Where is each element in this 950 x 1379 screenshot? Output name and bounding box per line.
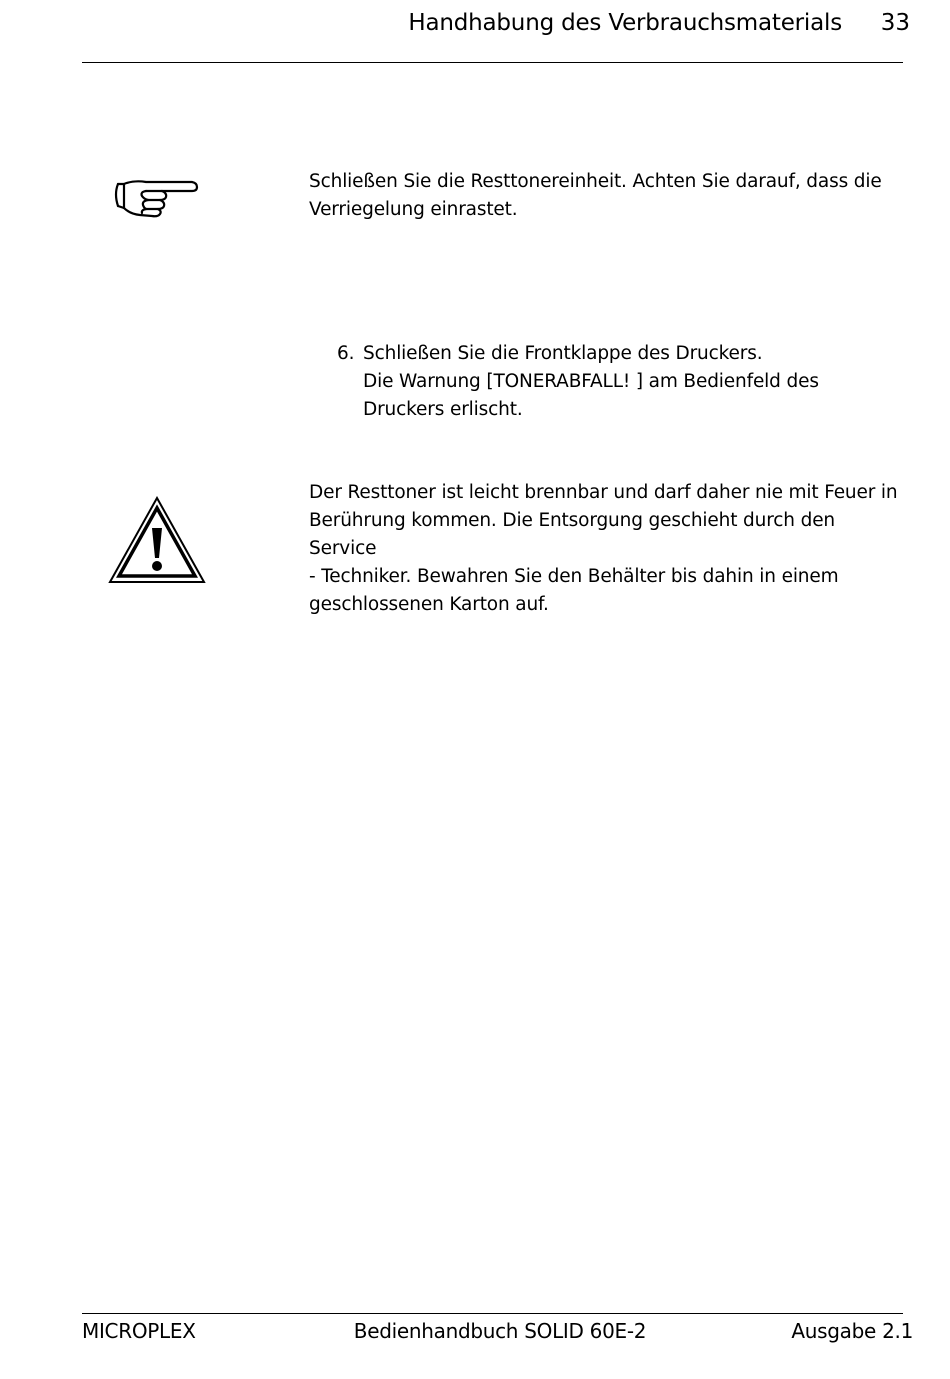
hint-line: Verriegelung einrastet. xyxy=(309,199,518,220)
warning-line: geschlossenen Karton auf. xyxy=(309,594,549,615)
warning-triangle-icon xyxy=(108,496,206,584)
warning-line: - Techniker. Bewahren Sie den Behälter bis dahin in einem xyxy=(309,566,839,587)
footer-rule xyxy=(82,1313,903,1314)
hint-line: Schließen Sie die Resttonereinheit. Achten Sie darauf, dass die xyxy=(309,171,882,192)
footer-brand: MICROPLEX xyxy=(82,1319,196,1343)
footer-manual-title: Bedienhandbuch SOLID 60E-2 xyxy=(353,1319,647,1343)
step-number: 6. xyxy=(337,343,355,364)
hint-paragraph xyxy=(309,168,899,224)
step-line: Schließen Sie die Frontklappe des Druckers. xyxy=(363,343,763,364)
footer-edition: Ausgabe 2.1 xyxy=(791,1319,913,1343)
header-rule xyxy=(82,62,903,63)
page-header-title: Handhabung des Verbrauchsmaterials xyxy=(408,10,842,36)
warning-paragraph xyxy=(309,479,904,619)
page-number: 33 xyxy=(880,10,910,36)
step-text xyxy=(363,340,893,424)
step-line: Druckers erlischt. xyxy=(363,399,523,420)
warning-line: Berührung kommen. Die Entsorgung geschieht durch den Service xyxy=(309,510,835,559)
pointing-hand-icon xyxy=(112,170,202,220)
step-line: Die Warnung [TONERABFALL! ] am Bedienfeld des xyxy=(363,371,819,392)
warning-line: Der Resttoner ist leicht brennbar und darf daher nie mit Feuer in xyxy=(309,482,898,503)
